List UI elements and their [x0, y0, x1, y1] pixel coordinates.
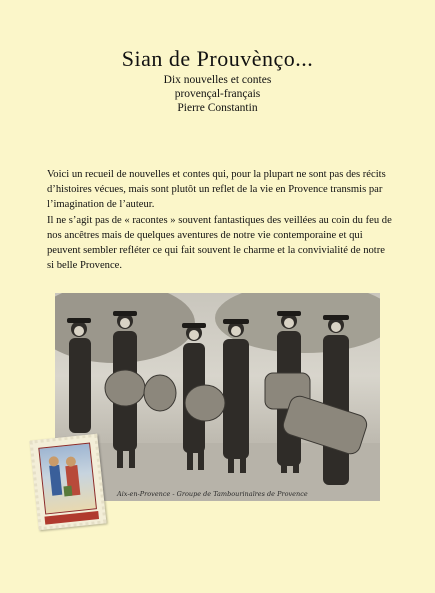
subtitle-languages: provençal-français — [174, 88, 261, 100]
intro-paragraph-1: Voici un recueil de nouvelles et contes qui, pour la plupart ne sont pas des récits d’histoires vécues, mais sont plutôt un reflet de la vie en Provence transmis par l’imagination de l’auteur. — [47, 169, 386, 210]
book-title: Sian de Prouvènço... — [121, 46, 314, 71]
author-name: Pierre Constantin — [177, 102, 258, 114]
subtitle: Dix nouvelles et contes — [163, 74, 272, 86]
postage-stamp — [29, 434, 106, 531]
intro-paragraph-2: Il ne s’agit pas de « racontes » souvent fantastiques des veillées au coin du feu de nos ancêtres mais de quelques aventures de notre vie contemporaine et qui peuvent sembler refléter ce qui fait souvent le charme et la convivialité de notre si belle Provence. — [47, 215, 392, 271]
stamp-image — [38, 442, 97, 514]
photo-illustration — [55, 293, 380, 501]
photo-caption: Aix-en-Provence - Groupe de Tambourinaïres de Provence — [117, 490, 308, 498]
vintage-photo-drummers — [55, 293, 380, 501]
